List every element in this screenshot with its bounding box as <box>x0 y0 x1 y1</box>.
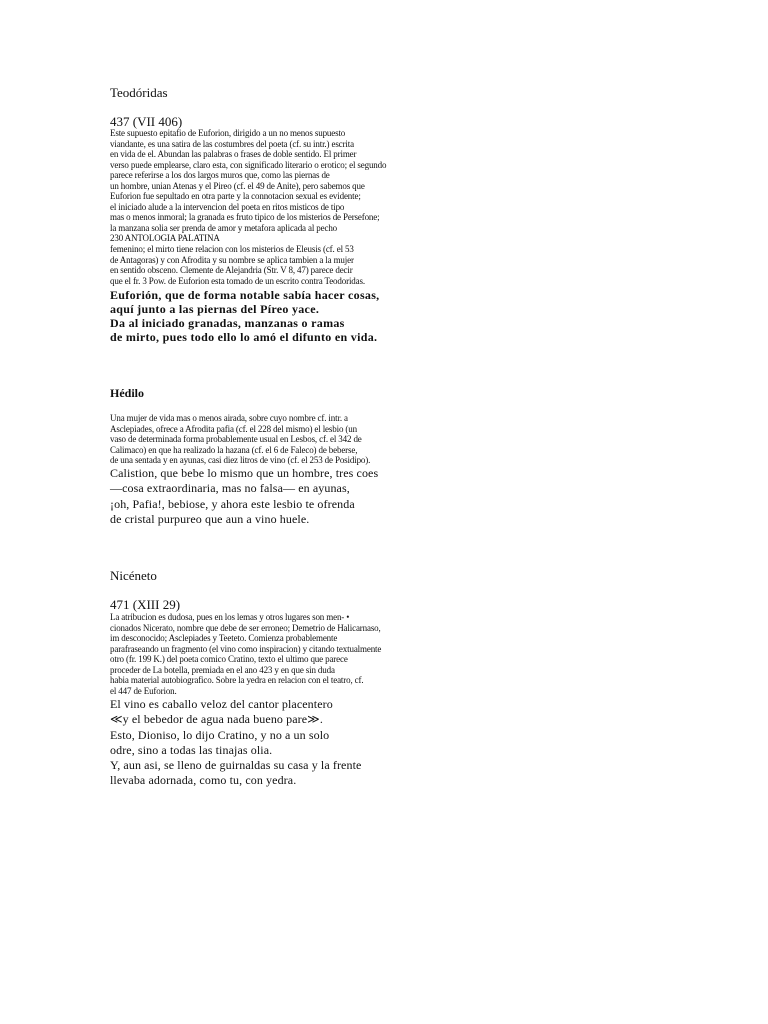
verse-line: Da al iniciado granadas, manzanas o ramas <box>110 316 345 330</box>
note-line: el iniciado alude a la intervencion del poeta en ritos misticos de tipo <box>110 201 345 212</box>
note-line: Euforion fue sepultado en otra parte y la connotacion sexual es evidente; <box>110 191 361 202</box>
note-line: mas o menos inmoral; la granada es fruto tipico de los misterios de Persefone; <box>110 212 380 223</box>
verse-line: de cristal purpureo que aun a vino huele. <box>110 511 310 526</box>
note-line: viandante, es una satira de las costumbres del poeta (cf. su intr.) escrita <box>110 138 354 149</box>
note-line: un hombre, unian Atenas y el Pireo (cf. el 49 de Anite), pero sabemos que <box>110 180 365 191</box>
note-line: verso puede emplearse, claro esta, con significado literario o erotico; el segundo <box>110 159 387 170</box>
epigram-verse <box>110 288 379 344</box>
verse-line: aquí junto a las piernas del Píreo yace. <box>110 302 320 316</box>
verse-line: —cosa extraordinaria, mas no falsa— en ayunas, <box>110 481 350 496</box>
author-heading: Nicéneto <box>110 568 157 583</box>
author-heading: Teodóridas <box>110 85 168 100</box>
note-line: proceder de La botella, premiada en el ano 423 y en que sin duda <box>110 664 335 675</box>
note-line: de una sentada y en ayunas, casi diez litros de vino (cf. el 253 de Posidipo). <box>110 455 371 466</box>
verse-line: llevaba adornada, como tu, con yedra. <box>110 773 297 788</box>
commentary-note <box>110 413 370 466</box>
note-line: otro (fr. 199 K.) del poeta comico Cratino, texto el ultimo que parece <box>110 654 348 665</box>
note-line: de Antagoras) y con Afrodita y su nombre se aplica tambien a la mujer <box>110 254 354 265</box>
note-line: la manzana solia ser prenda de amor y metafora aplicada al pecho <box>110 222 338 233</box>
commentary-note <box>110 128 386 286</box>
note-line: parece referirse a los dos largos muros que, como las piernas de <box>110 170 330 181</box>
note-line: habia material autobiografico. Sobre la yedra en relacion con el teatro, cf. <box>110 675 364 686</box>
epigram-verse <box>110 466 378 527</box>
note-line: el 447 de Euforion. <box>110 685 177 696</box>
note-line: Una mujer de vida mas o menos airada, sobre cuyo nombre cf. intr. a <box>110 413 348 423</box>
note-line: Asclepiades, ofrece a Afrodita pafia (cf. el 228 del mismo) el lesbio (un <box>110 423 357 434</box>
note-line: en vida de el. Abundan las palabras o frases de doble sentido. El primer <box>110 149 357 160</box>
note-line: vaso de determinada forma probablemente usual en Lesbos, cf. el 342 de <box>110 434 362 445</box>
epigram-number: 471 (XIII 29) <box>110 597 181 612</box>
verse-line: El vino es caballo veloz del cantor placentero <box>110 697 333 711</box>
verse-line: ≪y el bebedor de agua nada bueno pare≫. <box>110 712 323 727</box>
note-line: Este supuesto epitafio de Euforion, dirigido a un no menos supuesto <box>110 128 346 138</box>
note-line: im desconocido; Asclepiades y Teeteto. Comienza probablemente <box>110 633 338 644</box>
note-line: parafraseando un fragmento (el vino como inspiracion) y citando textualmente <box>110 643 382 654</box>
note-line: femenino; el mirto tiene relacion con los misterios de Eleusis (cf. el 53 <box>110 244 354 255</box>
verse-line: de mirto, pues todo ello lo amó el difunto en vida. <box>110 330 378 344</box>
verse-line: Esto, Dioniso, lo dijo Cratino, y no a un solo <box>110 727 330 742</box>
running-header: 230 ANTOLOGIA PALATINA <box>110 233 220 244</box>
epigram-number: 437 (VII 406) <box>110 114 183 129</box>
verse-line: Y, aun asi, se lleno de guirnaldas su casa y la frente <box>110 758 362 773</box>
note-line: Calimaco) en que ha realizado la hazana (cf. el 6 de Faleco) de beberse, <box>110 444 358 455</box>
commentary-note <box>110 612 381 696</box>
verse-line: ¡oh, Pafia!, bebiose, y ahora este lesbio te ofrenda <box>110 496 355 511</box>
author-heading: Hédilo <box>110 386 145 400</box>
verse-line: odre, sino a todas las tinajas olia. <box>110 742 273 757</box>
note-line: La atribucion es dudosa, pues en los lemas y otros lugares son men- • <box>110 612 350 622</box>
verse-line: Calistion, que bebe lo mismo que un hombre, tres coes <box>110 466 379 480</box>
verse-line: Euforión, que de forma notable sabía hacer cosas, <box>110 288 380 302</box>
epigram-verse <box>110 697 361 789</box>
note-line: que el fr. 3 Pow. de Euforion esta tomado de un escrito contra Teodoridas. <box>110 275 365 286</box>
note-line: cionados Nicerato, nombre que debe de ser erroneo; Demetrio de Halicarnaso, <box>110 622 381 633</box>
note-line: en sentido obsceno. Clemente de Alejandria (Str. V 8, 47) parece decir <box>110 265 353 276</box>
